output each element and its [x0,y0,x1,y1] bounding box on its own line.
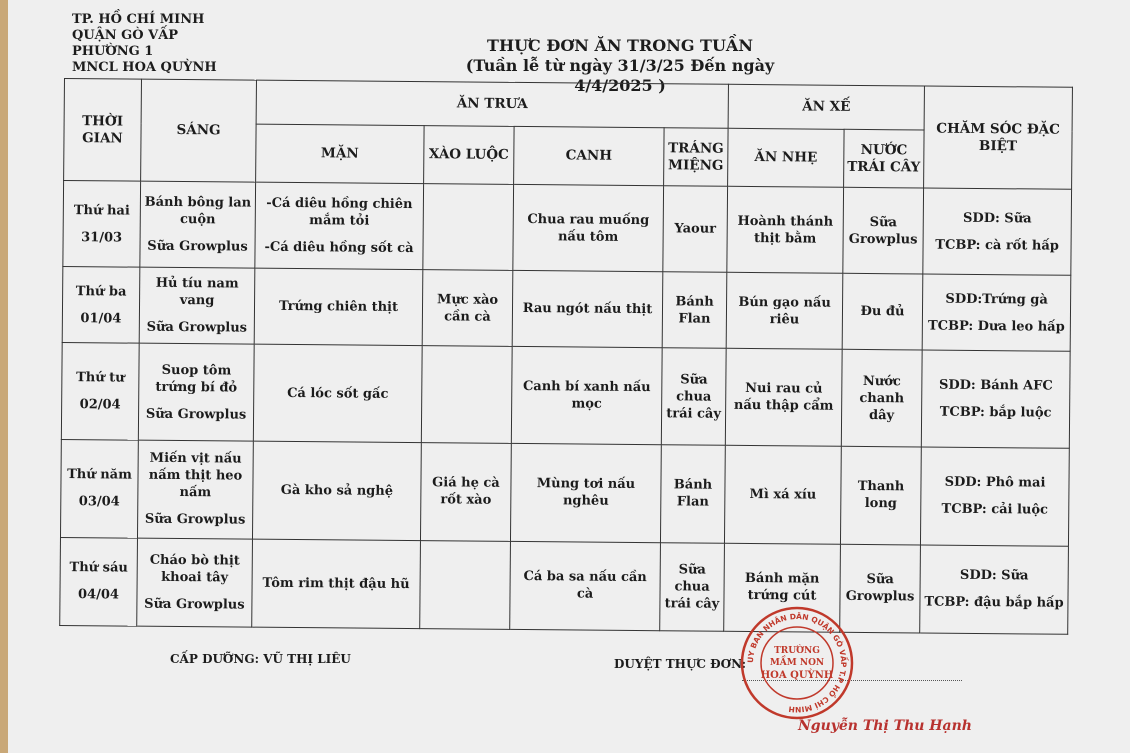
page-title: THỰC ĐƠN ĂN TRONG TUẦN [487,36,753,55]
man-dish-1: Trứng chiên thịt [278,299,399,316]
canh-cell: Rau ngót nấu thịt [512,271,663,348]
man-dish-1: -Cá diêu hồng chiên mắm tỏi [266,196,413,229]
tcbp-line: TCBP: bắp luộc [939,404,1052,421]
sang-cell [137,538,253,627]
sang-milk: Sữa Growplus [146,320,248,336]
stamp-ring-text: UY BAN NHÂN DÂN QUẬN GÒ VẤP T.P HỒ CHÍ MINH [745,611,849,715]
man-cell [254,269,423,347]
xao-cell: Giá hẹ cà rốt xào [420,442,511,541]
sang-dish: Cháo bò thịt khoai tây [149,552,240,586]
sdd-line: SDD: Phô mai [944,474,1046,491]
xao-cell [421,346,512,443]
nuoc-cell: Sữa Growplus [840,544,921,633]
day-cell [60,439,138,538]
table-row [61,343,1070,448]
sang-milk: Sữa Growplus [144,511,246,528]
tcbp-line: TCBP: đậu bắp hấp [924,594,1064,612]
signer-name: Nguyễn Thị Thu Hạnh [798,718,972,734]
day-cell [61,343,139,440]
trang-mieng-cell: Sữa chua trái cây [661,348,726,445]
tcbp-line: TCBP: cải luộc [941,501,1049,518]
table-row [63,181,1072,276]
header-trang-mieng: TRÁNG MIỆNG [664,128,729,187]
nuoc-cell: Thanh long [840,446,921,545]
approval-label: DUYỆT THỰC ĐƠN: [614,657,747,671]
man-dish-1: Tôm rim thịt đậu hũ [262,575,410,592]
sang-milk: Sữa Growplus [147,238,248,255]
xao-cell [423,184,514,271]
man-cell [255,182,424,270]
an-nhe-cell: Hoành thánh thịt bằm [727,186,844,273]
cham-soc-cell [920,447,1069,546]
day-date: 02/04 [79,397,121,413]
sang-dish: Suop tôm trứng bí đỏ [155,362,238,396]
an-nhe-cell: Bún gạo nấu riêu [726,273,843,350]
day-name: Thứ ba [75,284,127,300]
xao-cell: Mực xào cần cà [422,270,513,347]
header-ward: PHƯỜNG 1 [72,44,154,59]
cham-soc-cell [923,188,1072,275]
day-cell [62,267,140,344]
man-dish-1: Cá lóc sốt gấc [287,385,389,402]
sang-dish: Miến vịt nấu nấm thịt heo nấm [148,450,243,501]
header-sang: SÁNG [141,79,257,182]
stamp-line-1: TRƯỜNG [774,646,820,656]
day-date: 01/04 [80,311,122,327]
sdd-line: SDD: Sữa [959,568,1029,584]
man-cell [252,441,421,541]
nuoc-cell: Sữa Growplus [843,187,924,274]
day-name: Thứ sáu [69,560,128,576]
an-nhe-cell: Bánh mặn trứng cút [724,543,841,632]
xao-cell [420,540,511,629]
canh-cell: Canh bí xanh nấu mọc [511,347,662,444]
day-cell [60,537,138,626]
day-name: Thứ hai [73,202,130,219]
sang-milk: Sữa Growplus [145,406,247,423]
trang-mieng-cell: Bánh Flan [660,444,725,543]
sdd-line: SDD:Trứng gà [945,291,1048,308]
nuoc-cell: Nước chanh dây [841,350,922,447]
day-date: 31/03 [81,229,123,246]
header-district: QUẬN GÒ VẤP [72,28,179,43]
header-thoigian: THỜI GIAN [64,79,142,182]
man-cell [252,539,421,629]
sang-dish: Hủ tíu nam vang [155,276,239,309]
day-cell [63,181,141,268]
tcbp-line: TCBP: cà rốt hấp [935,237,1059,254]
sang-cell [137,440,253,539]
sang-cell [140,181,256,268]
an-nhe-cell: Nui rau củ nấu thập cẩm [725,349,842,446]
table-row [62,267,1071,352]
header-cham-soc: CHĂM SÓC ĐẶC BIỆT [924,86,1073,189]
school-stamp-icon [738,604,856,722]
cook-signature-label: CẤP DƯỠNG: VŨ THỊ LIÊU [170,652,351,666]
day-name: Thứ năm [67,467,132,483]
sang-milk: Sữa Growplus [144,596,245,613]
sang-cell [139,267,255,344]
table-row [60,439,1069,546]
header-man: MẶN [256,124,425,184]
cham-soc-cell [920,545,1069,634]
day-date: 04/04 [77,587,120,603]
trang-mieng-cell: Bánh Flan [662,272,727,349]
day-date: 03/04 [78,494,120,510]
header-school: MNCL HOA QUỲNH [72,60,217,75]
page-subtitle: (Tuần lễ từ ngày 31/3/25 Đến ngày 4/4/2025 ) [465,56,775,95]
header-city: TP. HỒ CHÍ MINH [72,12,205,27]
stamp-line-3: HOA QUỲNH [760,670,834,681]
header-canh: CANH [514,127,665,186]
man-cell [253,345,422,443]
trang-mieng-cell: Yaour [663,186,728,273]
header-xao-luoc: XÀO LUỘC [424,126,515,185]
cham-soc-cell [921,350,1070,447]
day-name: Thứ tư [76,370,125,386]
sang-cell [138,344,254,441]
header-an-xe: ĂN XẾ [728,84,924,130]
header-org-block [72,12,217,76]
weekly-menu-table [59,78,1073,635]
sdd-line: SDD: Sữa [963,210,1032,227]
sang-dish: Bánh bông lan cuộn [144,194,252,228]
stamp-line-2: MẦM NON [769,658,825,668]
cham-soc-cell [922,274,1071,351]
man-dish-2: -Cá diêu hồng sốt cà [264,240,414,257]
canh-cell: Chua rau muống nấu tôm [513,185,664,272]
header-nuoc-trai-cay: NƯỚC TRÁI CÂY [844,129,925,188]
canh-cell: Cá ba sa nấu cần cà [510,541,661,631]
canh-cell: Mùng tơi nấu nghêu [510,443,661,542]
table-row [60,537,1069,634]
an-nhe-cell: Mì xá xíu [724,445,841,544]
man-dish-1: Gà kho sả nghệ [280,482,394,499]
nuoc-cell: Đu đủ [842,274,923,351]
header-an-nhe: ĂN NHẸ [728,128,845,187]
sdd-line: SDD: Bánh AFC [938,377,1053,394]
tcbp-line: TCBP: Dưa leo hấp [927,318,1065,335]
header-an-trua: ĂN TRƯA [256,80,728,128]
trang-mieng-cell: Sữa chua trái cây [660,543,725,632]
